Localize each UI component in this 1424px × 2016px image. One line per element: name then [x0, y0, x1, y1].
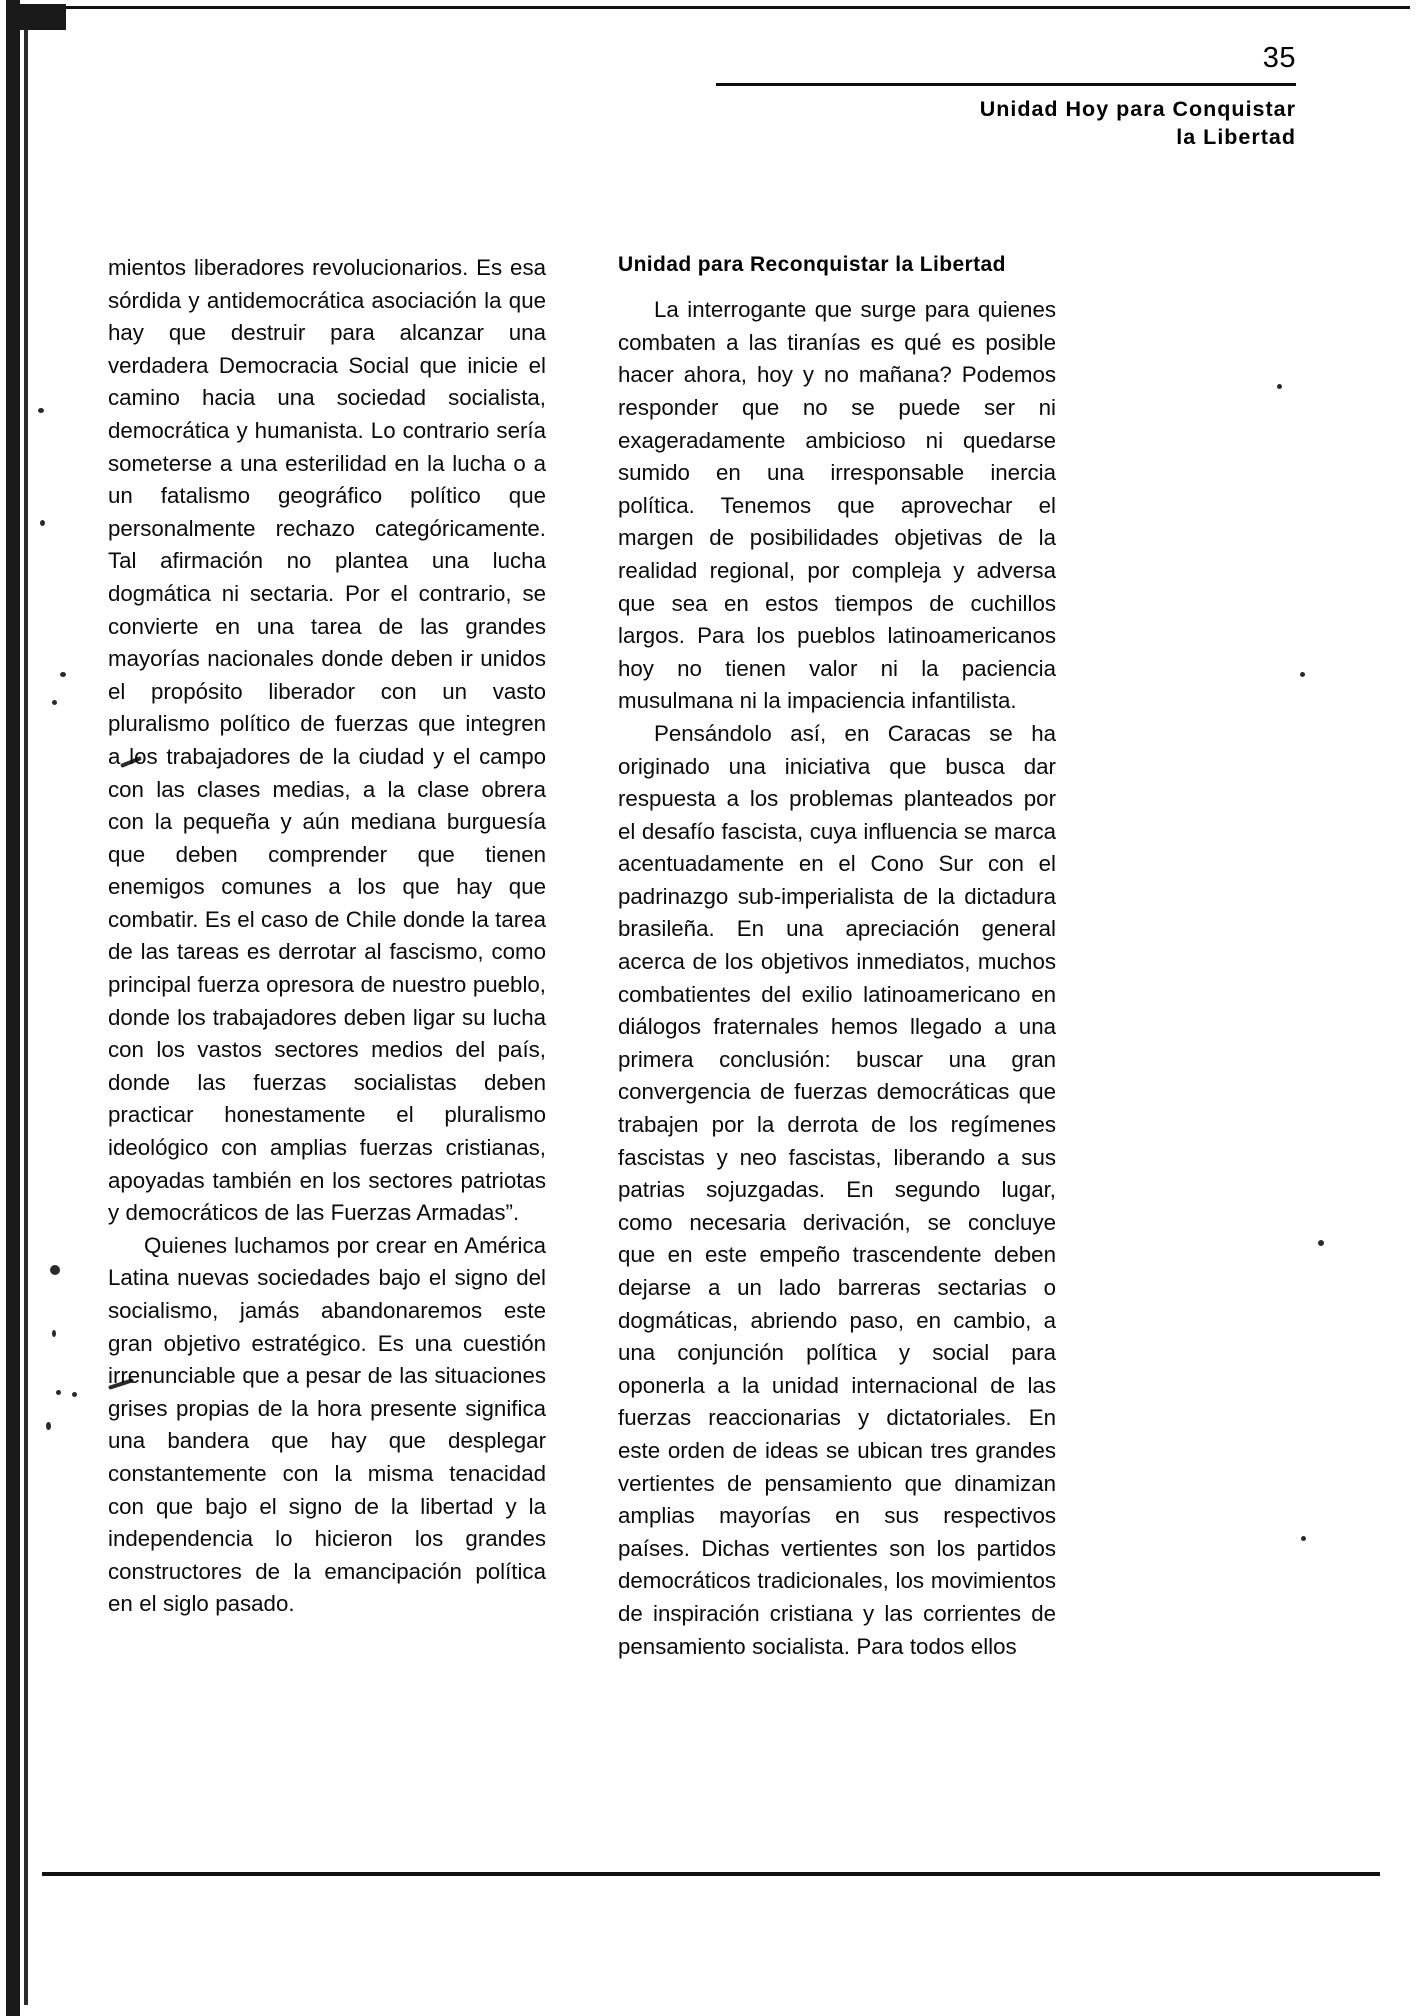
scan-speck — [72, 1392, 77, 1397]
page-number: 35 — [1262, 42, 1296, 74]
scan-speck — [52, 1330, 56, 1337]
scan-speck — [60, 672, 66, 677]
paragraph: La interrogante que surge para quienes combaten a las tiranías es qué es posible hacer ahora, hoy y no mañana? Podemos responder que no se puede ser ni exageradamente ambicioso ni quedarse sumido en una irresponsable inercia política. Tenemos que aprovechar el margen de posibilidades objetivas de la realidad regional, por compleja y adversa que sea en estos tiempos de cuchillos largos. Para los pueblos latinoamericanos hoy no tienen valor ni la paciencia musulmana ni la impaciencia infantilista. — [618, 297, 1056, 714]
scan-left-edge — [6, 0, 20, 2016]
scan-speck — [52, 700, 57, 705]
scan-speck — [50, 1265, 60, 1275]
scan-speck — [38, 408, 44, 413]
scan-speck — [46, 1422, 51, 1430]
paragraph: Quienes luchamos por crear en América Latina nuevas sociedades bajo el signo del socialismo, jamás abandonaremos este gran objetivo estratégico. Es una cuestión irrenunciable que a pesar de las situaciones grises propias de la hora presente significa una bandera que hay que desplegar constantemente con la misma tenacidad con que bajo el signo de la libertad y la independencia lo hicieron los grandes constructores de la emancipación política en el siglo pasado. — [108, 1232, 546, 1617]
right-column — [618, 252, 1056, 1663]
scan-top-left-corner — [6, 4, 66, 30]
scan-speck — [56, 1390, 61, 1395]
header-divider-rule — [716, 83, 1296, 86]
scan-left-edge-secondary — [24, 10, 28, 2005]
running-head-line-2: la Libertad — [1176, 125, 1296, 150]
paragraph: Pensándolo así, en Caracas se ha originado una iniciativa que busca dar respuesta a los problemas planteados por el desafío fascista, cuya influencia se marca acentuadamente en el Cono Sur con el padrinazgo sub-imperialista de la dictadura brasileña. En una apreciación general acerca de los objetivos inmediatos, muchos combatientes del exilio latinoamericano en diálogos fraternales hemos llegado a una primera conclusión: buscar una gran convergencia de fuerzas democráticas que trabajen por la derrota de los regímenes fascistas y neo fascistas, liberando a sus patrias sojuzgadas. En segundo lugar, como necesaria derivación, se concluye que en este empeño trascendente deben dejarse a un lado barreras sectarias o dogmáticas, abriendo paso, en cambio, a una conjunción política y social para oponerla a la unidad internacional de las fuerzas reaccionarias y dictatoriales. En este orden de ideas se ubican tres grandes vertientes de pensamiento que dinamizan amplias mayorías en sus respectivos países. Dichas vertientes son los partidos democráticos tradicionales, los movimientos de inspiración cristiana y las corrientes de pensamiento socialista. Para todos ellos — [618, 720, 1056, 1659]
page-header — [716, 44, 1296, 152]
page-top-rule — [30, 6, 1410, 9]
page-bottom-rule — [42, 1872, 1380, 1876]
paragraph: mientos liberadores revolucionarios. Es esa sórdida y antidemocrática asociación la que hay que destruir para alcanzar una verdadera Democracia Social que inicie el camino hacia una sociedad socialista, democrática y humanista. Lo contrario sería someterse a una esterilidad en la lucha o a un fatalismo geográfico político que personalmente rechazo categóricamente. Tal afirmación no plantea una lucha dogmática ni sectaria. Por el contrario, se convierte en una tarea de las grandes mayorías nacionales donde deben ir unidos el propósito liberador con un vasto pluralismo político de fuerzas que integren a los trabajadores de la ciudad y el campo con las clases medias, a la clase obrera con la pequeña y aún mediana burguesía que deben comprender que tienen enemigos comunes a los que hay que combatir. Es el caso de Chile donde la tarea de las tareas es derrotar al fascismo, como principal fuerza opresora de nuestro pueblo, donde los trabajadores deben ligar su lucha con los vastos sectores medios del país, donde las fuerzas socialistas deben practicar honestamente el pluralismo ideológico con amplias fuerzas cristianas, apoyadas también en los sectores patriotas y democráticos de las Fuerzas Armadas”. — [108, 255, 546, 1226]
scan-speck — [1300, 672, 1305, 677]
scan-speck — [40, 520, 45, 526]
section-heading: Unidad para Reconquistar la Libertad — [618, 253, 1006, 276]
left-column — [108, 252, 546, 1663]
scan-speck — [1301, 1536, 1306, 1541]
running-head — [716, 95, 1296, 152]
body-columns — [108, 252, 1298, 1663]
running-head-line-1: Unidad Hoy para Conquistar — [979, 97, 1296, 121]
scan-speck — [1318, 1240, 1324, 1246]
